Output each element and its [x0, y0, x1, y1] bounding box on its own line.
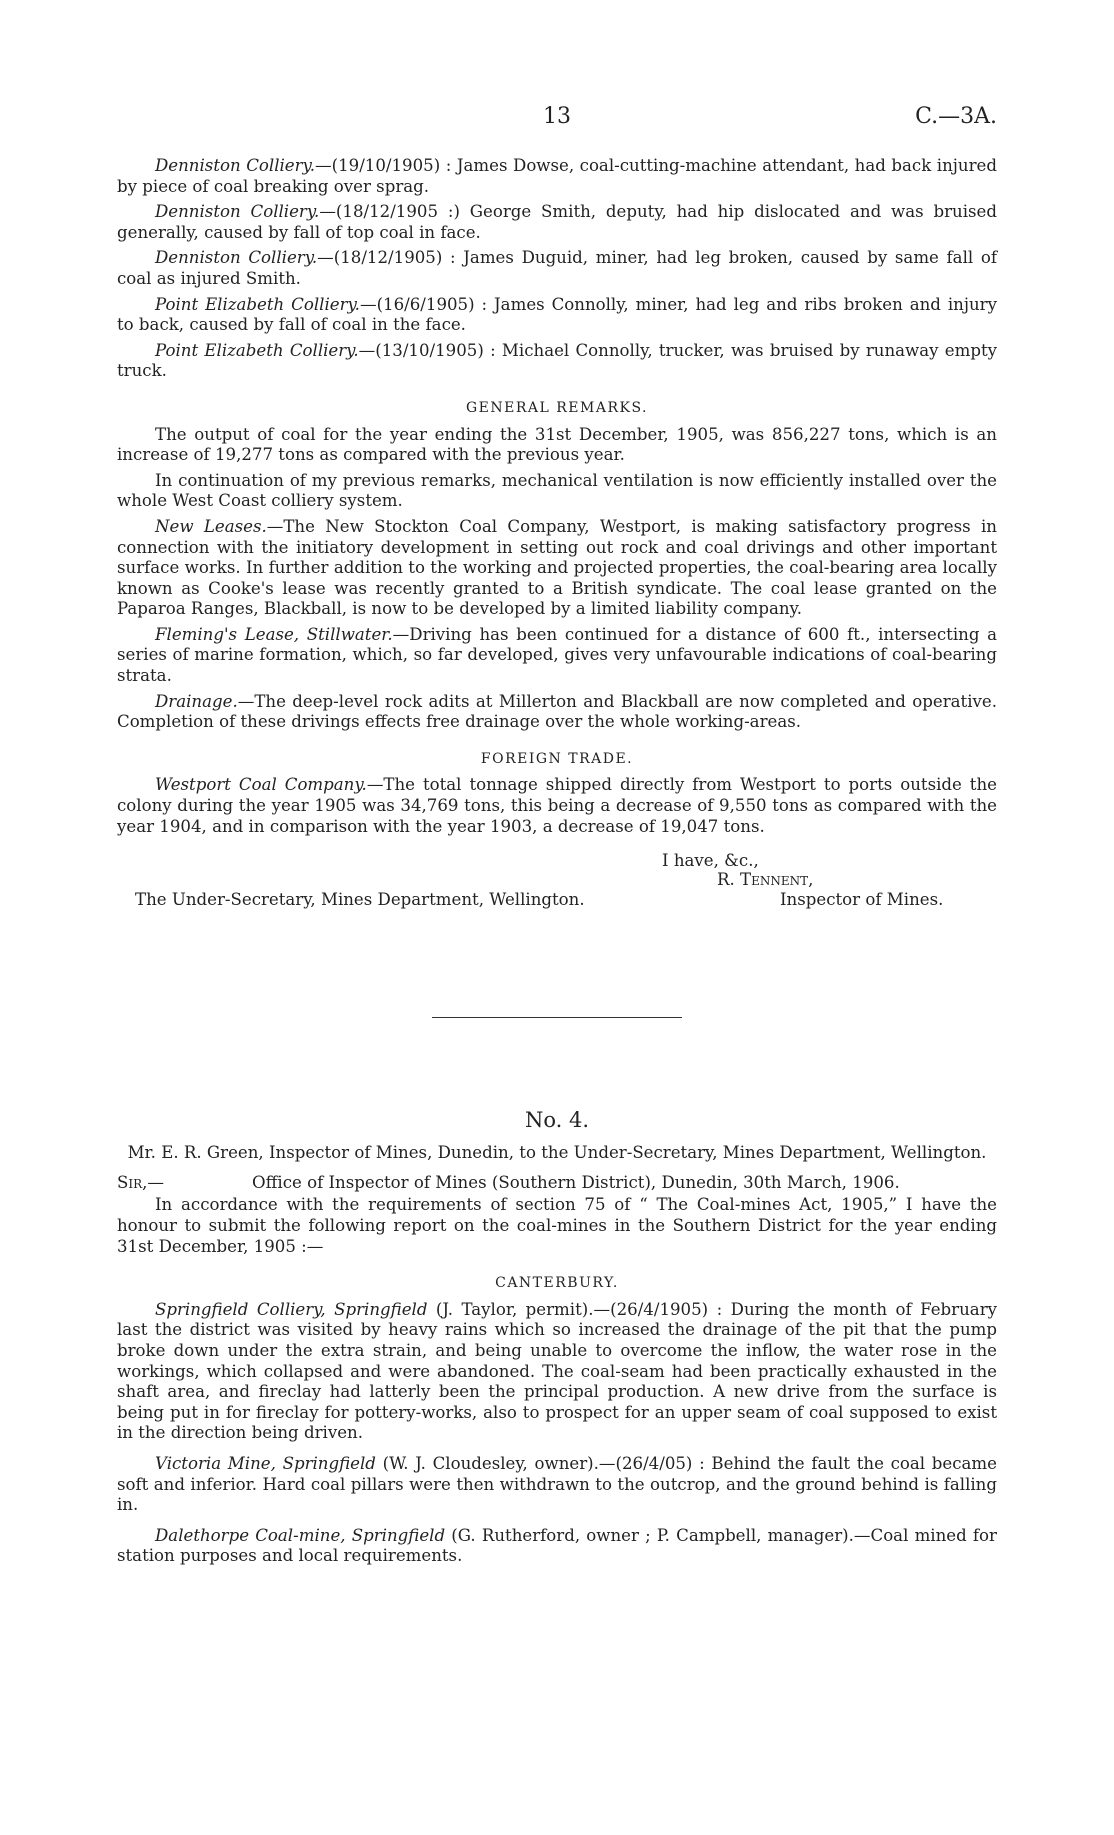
accident-entry — [117, 156, 997, 197]
drainage-paragraph — [117, 692, 997, 733]
westport-title: Westport Coal Company. — [155, 775, 367, 795]
output-paragraph: The output of coal for the year ending the 31st December, 1905, was 856,227 tons, which is an increase of 19,277 tons as compared with the previous year. — [117, 424, 997, 465]
flemings-lease-title: Fleming's Lease, Stillwater. — [155, 624, 393, 644]
accident-entry — [117, 295, 997, 336]
report-body — [117, 156, 997, 1572]
victoria-paragraph — [117, 1454, 997, 1516]
signatory-name: R. Tennent, — [717, 870, 814, 890]
accident-text: —(19/10/1905) : James Dowse, coal-cutting-machine attendant, had back injured by piece of coal breaking over sprag. — [117, 156, 997, 196]
accident-text: —(18/12/1905 :) George Smith, deputy, had hip dislocated and was bruised generally, caused by fall of top coal in face. — [117, 202, 997, 242]
new-leases-paragraph — [117, 517, 997, 620]
dalethorpe-paragraph — [117, 1526, 997, 1567]
salutation: Sir,— — [117, 1173, 165, 1193]
victoria-text: (W. J. Cloudesley, owner).—(26/4/05) : Behind the fault the coal became soft and inferior. Hard coal pillars were then withdrawn to the outcrop, and the ground behind is falling in. — [117, 1453, 997, 1515]
general-remarks-heading: GENERAL REMARKS. — [465, 399, 649, 416]
page-number: 13 — [543, 104, 571, 129]
addressee: The Under-Secretary, Mines Department, Wellington. — [135, 890, 585, 910]
report-number: No. 4. — [524, 1108, 590, 1133]
victoria-title: Victoria Mine, Springfield — [155, 1453, 376, 1473]
new-leases-title: New Leases. — [155, 516, 267, 536]
accident-text: —(13/10/1905) : Michael Connolly, trucker, was bruised by runaway empty truck. — [117, 340, 997, 381]
drainage-title: Drainage. — [155, 691, 238, 711]
springfield-title: Springfield Colliery, Springfield — [155, 1299, 428, 1319]
accident-entry — [117, 248, 997, 289]
colliery-name: Denniston Colliery. — [155, 248, 318, 268]
dalethorpe-title: Dalethorpe Coal-mine, Springfield — [155, 1525, 446, 1545]
flemings-lease-paragraph — [117, 625, 997, 687]
colliery-name: Denniston Colliery. — [155, 156, 316, 175]
intro-paragraph: In accordance with the requirements of section 75 of “ The Coal-mines Act, 1905,” I have the honour to submit the following report on the coal-mines in the Southern District for the year ending 31st December, 1905 :— — [117, 1195, 997, 1256]
westport-paragraph — [117, 775, 997, 837]
colliery-name: Point Elizabeth Colliery. — [155, 294, 360, 314]
drainage-text: —The deep-level rock adits at Millerton and Blackball are now completed and operative. Completion of these drivings effects free drainage over the whole working-areas. — [117, 691, 997, 732]
new-leases-text: —The New Stockton Coal Company, Westport, is making satisfactory progress in connection with the initiatory development in setting out rock and coal drivings and other important surface works. In further addition to the working and projected properties, the coal-bearing area locally known as Cooke's lease was recently granted to a British syndicate. The coal lease granted on the Paparoa Ranges, Blackball, is now to be developed by a limited liability company. — [117, 516, 997, 619]
accident-text: —(18/12/1905) : James Duguid, miner, had leg broken, caused by same fall of coal as injured Smith. — [117, 248, 998, 288]
signature-block — [117, 851, 997, 917]
colliery-name: Point Elizabeth Colliery. — [155, 340, 359, 360]
flemings-lease-text: —Driving has been continued for a distance of 600 ft., intersecting a series of marine formation, which, so far developed, gives very unfavourable indications of coal-bearing strata. — [117, 624, 998, 686]
springfield-paragraph — [117, 1300, 997, 1444]
colliery-name: Denniston Colliery. — [155, 202, 320, 222]
page-header — [117, 104, 997, 134]
accident-text: —(16/6/1905) : James Connolly, miner, had leg and ribs broken and injury to back, caused by fall of coal in the face. — [117, 294, 997, 335]
signatory-role: Inspector of Mines. — [780, 890, 944, 910]
westport-text: —The total tonnage shipped directly from Westport to ports outside the colony during the year 1905 was 34,769 tons, this being a decrease of 9,550 tons as compared with the year 1904, and in comparison with the year 1903, a decrease of 19,047 tons. — [117, 775, 997, 836]
office-dateline: Office of Inspector of Mines (Southern District), Dunedin, 30th March, 1906. — [252, 1173, 900, 1193]
letter-from-line: Mr. E. R. Green, Inspector of Mines, Dunedin, to the Under-Secretary, Mines Department, Wellington. — [127, 1142, 987, 1162]
ventilation-paragraph: In continuation of my previous remarks, mechanical ventilation is now efficiently installed over the whole West Coast colliery system. — [117, 470, 997, 511]
section-divider — [432, 1017, 682, 1018]
sign-off: I have, &c., — [662, 851, 759, 871]
canterbury-heading: CANTERBURY. — [495, 1275, 619, 1292]
accident-entry — [117, 202, 997, 243]
dalethorpe-text: (G. Rutherford, owner ; P. Campbell, manager).—Coal mined for station purposes and local requirements. — [117, 1525, 997, 1566]
document-code: C.—3A. — [915, 104, 997, 129]
accident-entry — [117, 341, 997, 382]
springfield-text: (J. Taylor, permit).—(26/4/1905) : During the month of February last the district was visited by heavy rains which so increased the drainage of the pit that the pump broke down under the extra strain, and being unable to overcome the inflow, the water rose in the workings, which collapsed and were abandoned. The coal-seam had been practically exhausted in the shaft area, and fireclay had latterly been the principal production. A new drive from the surface is being put in for fireclay for pottery-works, also to prospect for an upper seam of coal supposed to exist in the direction being driven. — [117, 1299, 997, 1443]
salutation-line — [117, 1173, 997, 1195]
foreign-trade-heading: FOREIGN TRADE. — [480, 750, 634, 767]
